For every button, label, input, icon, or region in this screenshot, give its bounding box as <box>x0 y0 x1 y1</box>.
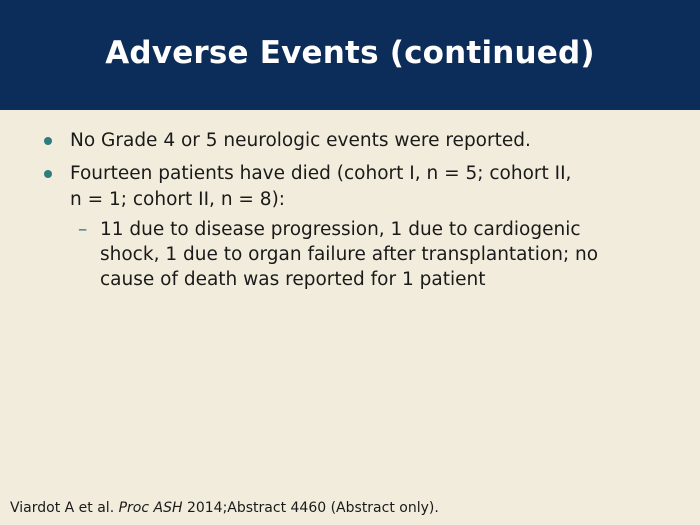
slide-header <box>0 0 700 110</box>
citation <box>10 500 439 516</box>
bullet-dot-icon <box>44 137 52 145</box>
bullet-dot-icon <box>44 170 52 178</box>
bullet-text-line: Fourteen patients have died (cohort I, n = 5; cohort II, <box>70 163 572 184</box>
bullet-text <box>70 161 670 213</box>
dash-icon: – <box>78 219 88 240</box>
citation-journal: Proc ASH <box>118 500 183 516</box>
subbullet-text-line: shock, 1 due to organ failure after transplantation; no <box>100 244 599 265</box>
bullet-text: No Grade 4 or 5 neurologic events were reported. <box>70 130 531 151</box>
subbullet-text <box>100 217 660 292</box>
citation-authors: Viardot A et al. <box>10 500 115 516</box>
subbullet-text-line: 11 due to disease progression, 1 due to cardiogenic <box>100 219 581 240</box>
bullet-text-line: n = 1; cohort II, n = 8): <box>70 189 286 210</box>
citation-details: 2014;Abstract 4460 (Abstract only). <box>186 500 439 516</box>
subbullet-text-line: cause of death was reported for 1 patient <box>100 269 486 290</box>
slide-title: Adverse Events (continued) <box>105 35 595 71</box>
